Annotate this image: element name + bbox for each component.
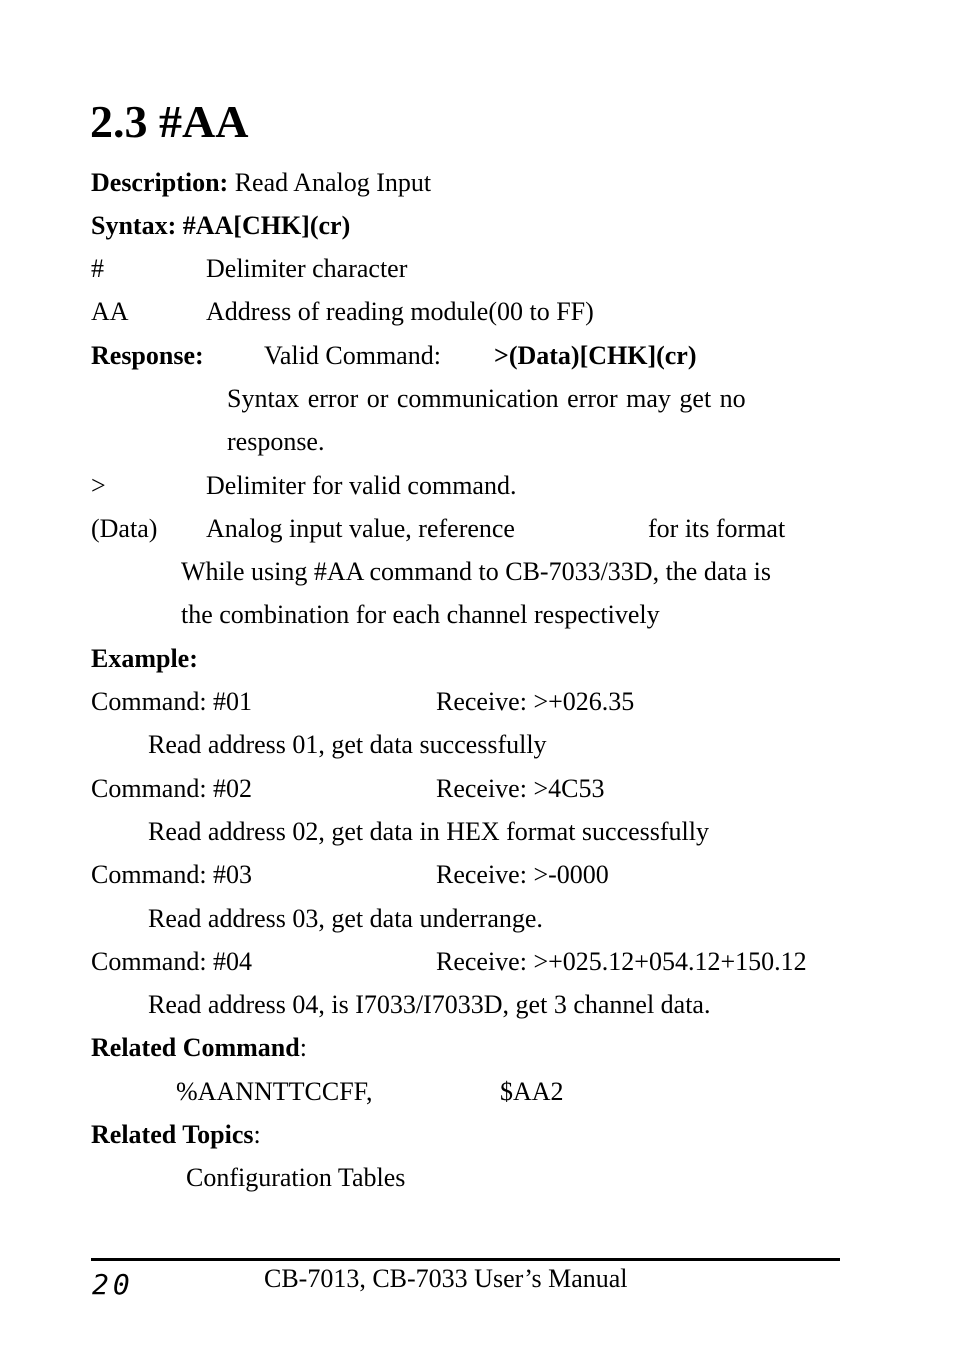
- response-label: Response:: [91, 341, 204, 370]
- example-note: Read address 01, get data successfully: [148, 730, 547, 759]
- page-number: 20: [92, 1268, 134, 1301]
- example-note: Read address 02, get data in HEX format successfully: [148, 817, 710, 846]
- example-receive: Receive: >+025.12+054.12+150.12: [436, 947, 807, 976]
- response-error-text-cont: response.: [227, 427, 325, 456]
- response-note-cont: the combination for each channel respectively: [181, 600, 660, 629]
- response-param-term: >: [91, 471, 106, 500]
- example-command: Command: #03: [91, 860, 253, 889]
- section-title: 2.3 #AA: [90, 96, 249, 147]
- example-receive: Receive: >4C53: [436, 774, 605, 803]
- related-command-label: Related Command: [91, 1033, 300, 1062]
- related-command-link[interactable]: %AANNTTCCFF,: [176, 1077, 373, 1106]
- related-topics-heading: [91, 1120, 261, 1150]
- example-receive: Receive: >+026.35: [436, 687, 635, 716]
- syntax-line: [91, 211, 350, 241]
- response-param-term: (Data): [91, 514, 158, 543]
- example-note: Read address 03, get data underrange.: [148, 904, 543, 933]
- related-command-colon: :: [299, 1033, 307, 1062]
- response-param-desc-tail: for its format: [648, 514, 786, 543]
- response-valid-value: >(Data)[CHK](cr): [494, 341, 697, 370]
- syntax-label: Syntax:: [91, 211, 177, 240]
- description-label: Description:: [91, 168, 229, 197]
- example-command: Command: #01: [91, 687, 253, 716]
- example-label: Example:: [91, 644, 198, 673]
- related-command-link[interactable]: $AA2: [500, 1077, 564, 1106]
- description-text: Read Analog Input: [234, 168, 432, 197]
- syntax-param-term: #: [91, 254, 104, 283]
- example-command: Command: #04: [91, 947, 253, 976]
- syntax-param-desc: Delimiter character: [206, 254, 408, 283]
- response-error-text: Syntax error or communication error may get no: [227, 384, 746, 413]
- response-param-desc: Analog input value, reference: [206, 514, 515, 543]
- example-note: Read address 04, is I7033/I7033D, get 3 channel data.: [148, 990, 711, 1019]
- response-note: While using #AA command to CB-7033/33D, the data is: [181, 557, 771, 586]
- related-topic-link[interactable]: Configuration Tables: [186, 1163, 406, 1192]
- response-param-desc: Delimiter for valid command.: [206, 471, 517, 500]
- example-command: Command: #02: [91, 774, 253, 803]
- example-receive: Receive: >-0000: [436, 860, 609, 889]
- syntax-param-desc: Address of reading module(00 to FF): [206, 297, 594, 326]
- related-command-heading: [91, 1033, 307, 1063]
- syntax-text: #AA[CHK](cr): [182, 211, 351, 240]
- footer-rule: [91, 1258, 840, 1261]
- footer-manual-title: CB-7013, CB-7033 User’s Manual: [264, 1264, 628, 1293]
- description-line: [91, 168, 431, 198]
- syntax-param-term: AA: [91, 297, 129, 326]
- related-topics-label: Related Topics: [91, 1120, 254, 1149]
- related-topics-colon: :: [253, 1120, 261, 1149]
- response-valid-label: Valid Command:: [264, 341, 441, 370]
